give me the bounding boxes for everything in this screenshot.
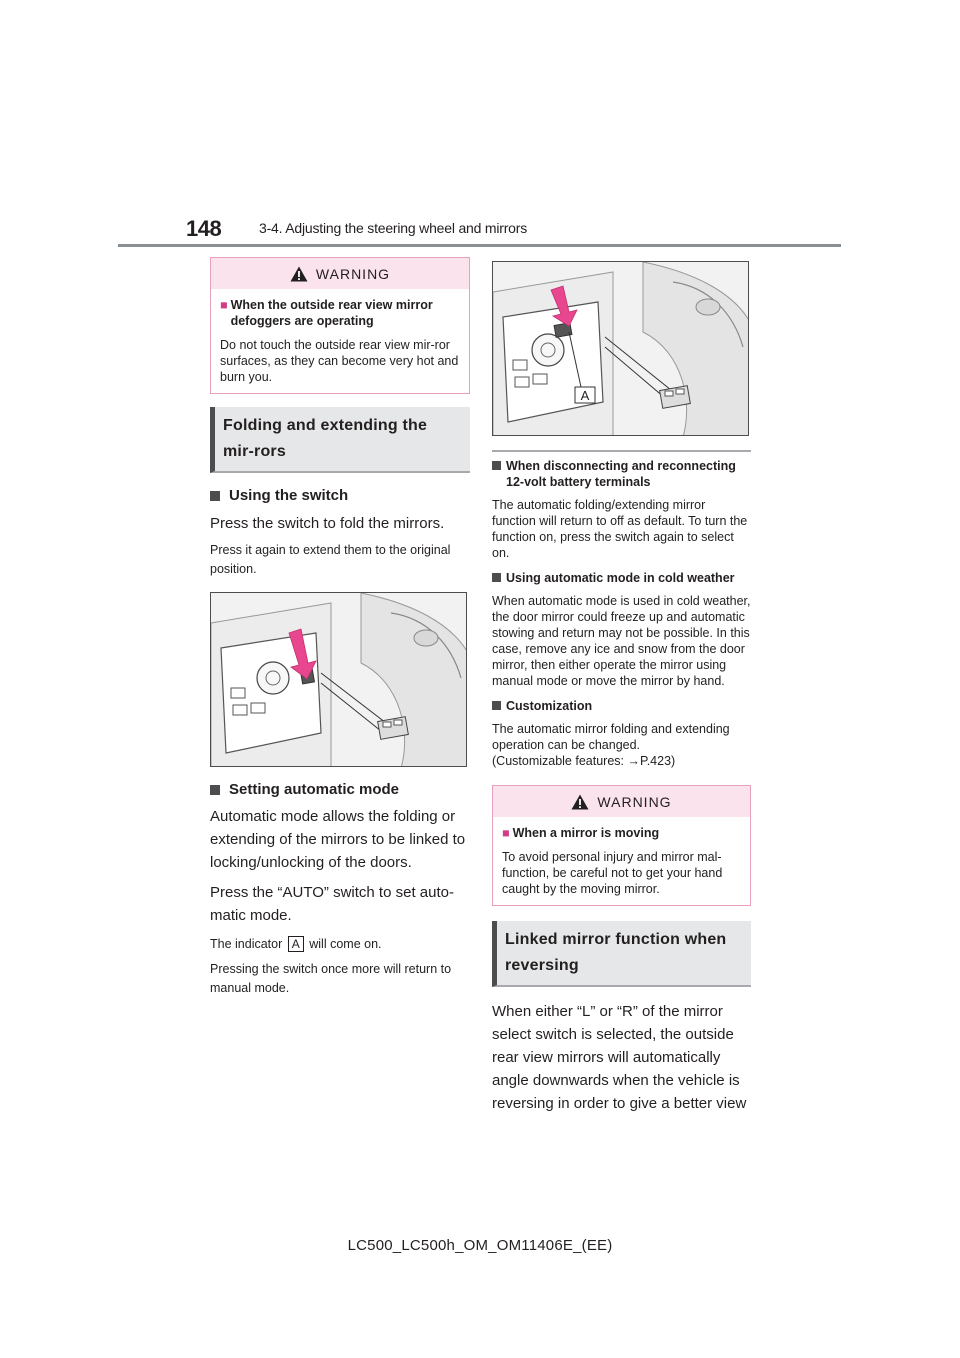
warning-subtitle-text: When the outside rear view mirror defoggers are operating	[230, 298, 433, 328]
figure-mirror-switch	[210, 592, 467, 767]
note-text: The automatic mirror folding and extending operation can be changed.	[492, 722, 730, 752]
warning-subtitle	[220, 297, 461, 329]
warning-box-moving	[492, 785, 751, 906]
page-number: 148	[186, 216, 222, 241]
note-text: Pressing the switch once more will return to manual mode.	[210, 962, 452, 995]
subheading-cold-weather: Using automatic mode in cold weather	[492, 570, 751, 586]
callout-a-label: A	[288, 936, 304, 952]
note-text: When automatic mode is used in cold weather, the door mirror could freeze up and automatic stowing and return may not be possible. In this case, remove any ice and snow from the door mirror, then either operate the mirror using manual mode or move the mirror by hand.	[492, 594, 751, 688]
customization-ref-link[interactable]: (Customizable features: →P.423)	[492, 754, 676, 768]
heading-folding: Folding and extending the mir-rors	[210, 407, 470, 473]
subheading-using-switch: Using the switch	[210, 487, 470, 504]
figure-callout-a: A	[580, 388, 590, 403]
section-title: 3-4. Adjusting the steering wheel and mirrors	[259, 220, 528, 236]
left-column	[210, 257, 470, 998]
body-text: Press the “AUTO” switch to set auto-matic mode.	[210, 884, 454, 924]
subheading-disconnect: When disconnecting and reconnecting 12-volt battery terminals	[492, 458, 751, 490]
footer-code: LC500_LC500h_OM_OM11406E_(EE)	[347, 1237, 613, 1254]
warning-triangle-icon	[571, 794, 589, 810]
square-bullet-icon: ■	[502, 826, 510, 840]
body-text: When either “L” or “R” of the mirror select switch is selected, the outside rear view mirrors will automatically angle downwards when the vehicle is reversing in order to give a better view	[492, 1003, 747, 1112]
header-rule	[118, 244, 841, 247]
body-text: Automatic mode allows the folding or extending of the mirrors to be linked to locking/unlocking of the doors.	[210, 808, 466, 871]
square-bullet-icon	[210, 785, 220, 795]
square-bullet-icon	[210, 491, 220, 501]
warning-title: WARNING	[315, 265, 391, 282]
square-bullet-icon	[492, 461, 501, 470]
subheading-setting-auto: Setting automatic mode	[210, 781, 470, 798]
warning-box-defogger	[210, 257, 470, 394]
subheading-customization: Customization	[492, 698, 751, 714]
warning-title: WARNING	[597, 793, 672, 810]
notes-block	[492, 450, 751, 769]
square-bullet-icon: ■	[220, 298, 228, 312]
warning-triangle-icon	[290, 266, 308, 282]
warning-subtitle	[502, 825, 742, 841]
note-text: Press it again to extend them to the original position.	[210, 543, 451, 576]
auto-switch-illustration	[493, 262, 749, 436]
warning-subtitle-text: When a mirror is moving	[512, 826, 660, 840]
right-column	[492, 261, 751, 1115]
heading-linked-mirror: Linked mirror function when reversing	[492, 921, 751, 987]
warning-text: To avoid personal injury and mirror mal-function, be careful not to get your hand caught by the moving mirror.	[502, 850, 723, 896]
square-bullet-icon	[492, 573, 501, 582]
note-text: The automatic folding/extending mirror function will return to off as default. To turn the function on, press the switch again to select on.	[492, 498, 748, 560]
square-bullet-icon	[492, 701, 501, 710]
warning-header	[211, 258, 469, 289]
figure-auto-switch	[492, 261, 749, 436]
indicator-note: The indicator A will come on.	[210, 937, 382, 951]
warning-text: Do not touch the outside rear view mir-ror surfaces, as they can become very hot and burn you.	[220, 338, 459, 384]
warning-header	[493, 786, 750, 817]
body-text: Press the switch to fold the mirrors.	[210, 515, 445, 532]
mirror-switch-illustration	[211, 593, 467, 767]
